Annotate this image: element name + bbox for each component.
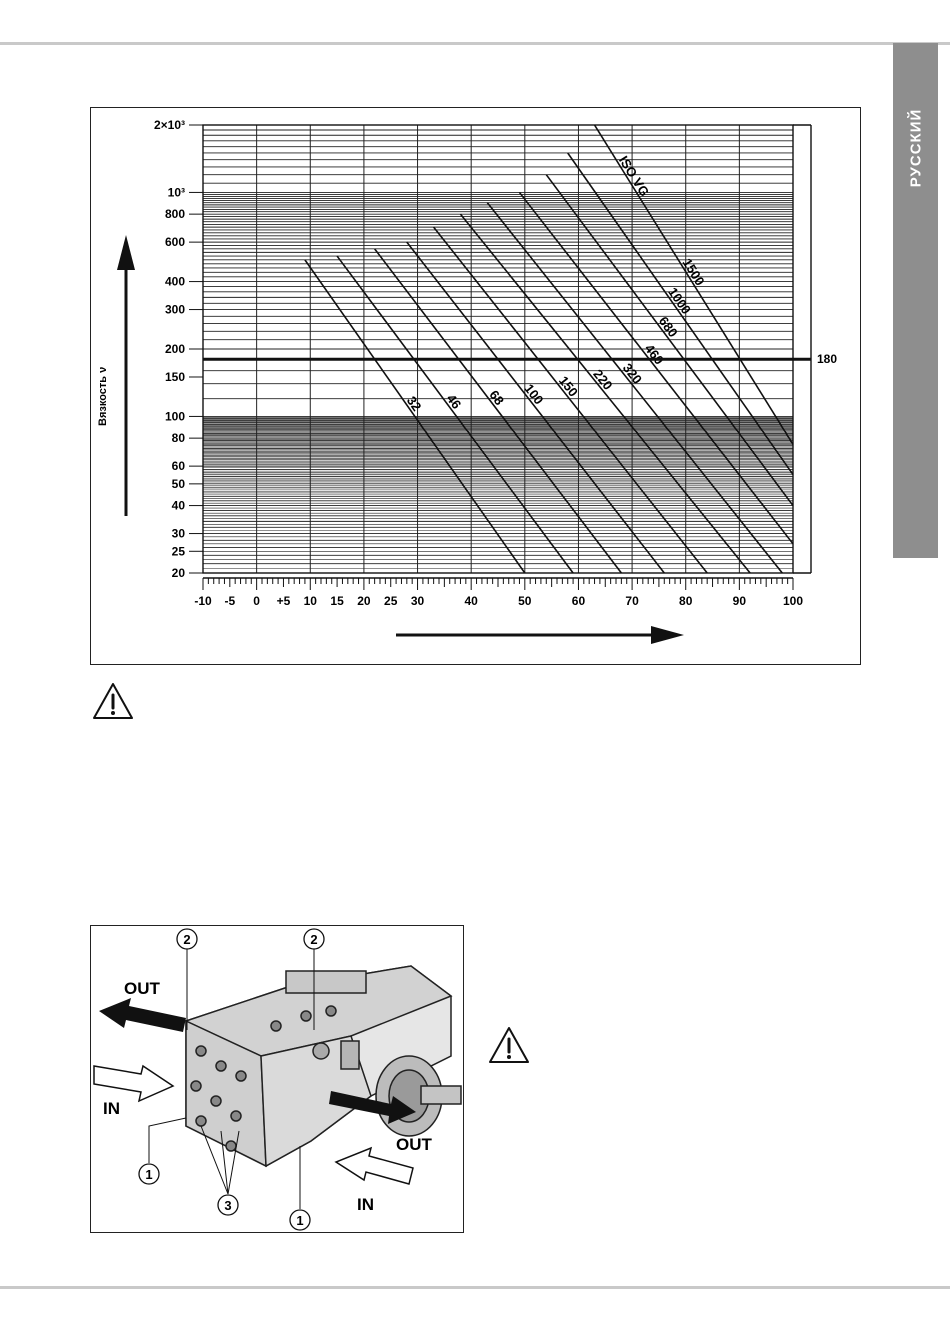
viscosity-chart-frame bbox=[90, 107, 861, 665]
x-axis bbox=[194, 578, 803, 608]
out-label-left: OUT bbox=[124, 979, 160, 998]
out-label-right: OUT bbox=[396, 1135, 432, 1154]
callout-2-left bbox=[177, 929, 197, 1030]
y-tick-label: 600 bbox=[164, 235, 185, 250]
y-tick-label: 80 bbox=[171, 431, 185, 446]
series-label-32: 32 bbox=[403, 393, 425, 414]
y-tick-label: 60 bbox=[171, 459, 185, 474]
series-label-1500: 1500 bbox=[679, 255, 708, 289]
bottom-rule bbox=[0, 1286, 950, 1289]
y-tick-label: 100 bbox=[164, 409, 185, 424]
out-arrow-left bbox=[99, 998, 186, 1032]
y-axis-arrow-head bbox=[117, 235, 135, 270]
y-tick-label: 300 bbox=[164, 302, 185, 317]
series-label-68: 68 bbox=[486, 387, 507, 409]
series-label-680: 680 bbox=[655, 313, 681, 341]
callout-number: 3 bbox=[224, 1198, 232, 1213]
x-tick-label: 10 bbox=[303, 594, 317, 608]
warning-icon bbox=[91, 681, 135, 721]
callout-number: 2 bbox=[183, 932, 191, 947]
x-tick-label: 30 bbox=[410, 594, 425, 608]
callout-number: 2 bbox=[310, 932, 318, 947]
in-label-left: IN bbox=[103, 1099, 120, 1118]
x-tick-label: 100 bbox=[782, 594, 804, 608]
callout-number: 1 bbox=[296, 1213, 304, 1228]
y-axis-label: Вязкость ν bbox=[97, 366, 109, 426]
series-label-100: 100 bbox=[521, 381, 547, 408]
iso-vg-label: ISO VG bbox=[615, 153, 653, 200]
y-tick-label: 150 bbox=[164, 369, 185, 384]
x-tick-label: 60 bbox=[571, 594, 586, 608]
series-label-320: 320 bbox=[619, 360, 646, 387]
y-axis-ticks bbox=[154, 118, 203, 580]
callout-number: 1 bbox=[145, 1167, 153, 1182]
x-tick-label: -5 bbox=[224, 594, 236, 608]
series-label-1000: 1000 bbox=[665, 284, 694, 317]
y-tick-label: 200 bbox=[164, 342, 185, 356]
y-tick-label: 10³ bbox=[167, 185, 185, 200]
series-label-150: 150 bbox=[555, 373, 582, 400]
y-tick-label: 400 bbox=[164, 274, 185, 289]
chart-grid bbox=[203, 125, 811, 573]
x-tick-label: 50 bbox=[518, 594, 532, 608]
x-tick-label: +5 bbox=[276, 594, 291, 608]
x-tick-label: -10 bbox=[194, 594, 212, 608]
y-tick-label: 800 bbox=[164, 207, 185, 222]
x-tick-label: 25 bbox=[384, 594, 398, 608]
x-tick-label: 0 bbox=[253, 594, 260, 608]
in-arrow-left bbox=[94, 1066, 173, 1101]
y-tick-label: 25 bbox=[171, 544, 185, 559]
x-tick-label: 40 bbox=[464, 594, 478, 608]
y-tick-label: 20 bbox=[171, 566, 185, 580]
x-tick-label: 15 bbox=[330, 594, 344, 608]
warning-icon bbox=[487, 1025, 531, 1065]
series-label-46: 46 bbox=[443, 391, 465, 412]
language-tab bbox=[893, 43, 938, 558]
callout-1-right bbox=[290, 1146, 310, 1230]
x-tick-label: 20 bbox=[357, 594, 371, 608]
in-label-right: IN bbox=[357, 1195, 374, 1214]
y-tick-label: 2×10³ bbox=[153, 118, 185, 132]
y-tick-label: 40 bbox=[171, 498, 185, 513]
language-tab-label: РУССКИЙ bbox=[907, 108, 924, 188]
x-tick-label: 90 bbox=[732, 594, 747, 608]
reference-line-label: 180 bbox=[817, 352, 838, 367]
top-rule bbox=[0, 42, 950, 45]
pump-figure-frame bbox=[90, 925, 464, 1233]
series-label-460: 460 bbox=[641, 341, 667, 368]
x-tick-label: 80 bbox=[679, 594, 693, 608]
x-axis-arrow-head bbox=[651, 626, 684, 644]
pump-figure bbox=[91, 926, 463, 1232]
series-label-220: 220 bbox=[590, 366, 616, 393]
y-tick-label: 30 bbox=[171, 526, 185, 541]
callout-1-left bbox=[139, 1118, 186, 1184]
y-tick-label: 50 bbox=[171, 476, 185, 491]
x-tick-label: 70 bbox=[625, 594, 639, 608]
viscosity-chart bbox=[91, 108, 860, 664]
